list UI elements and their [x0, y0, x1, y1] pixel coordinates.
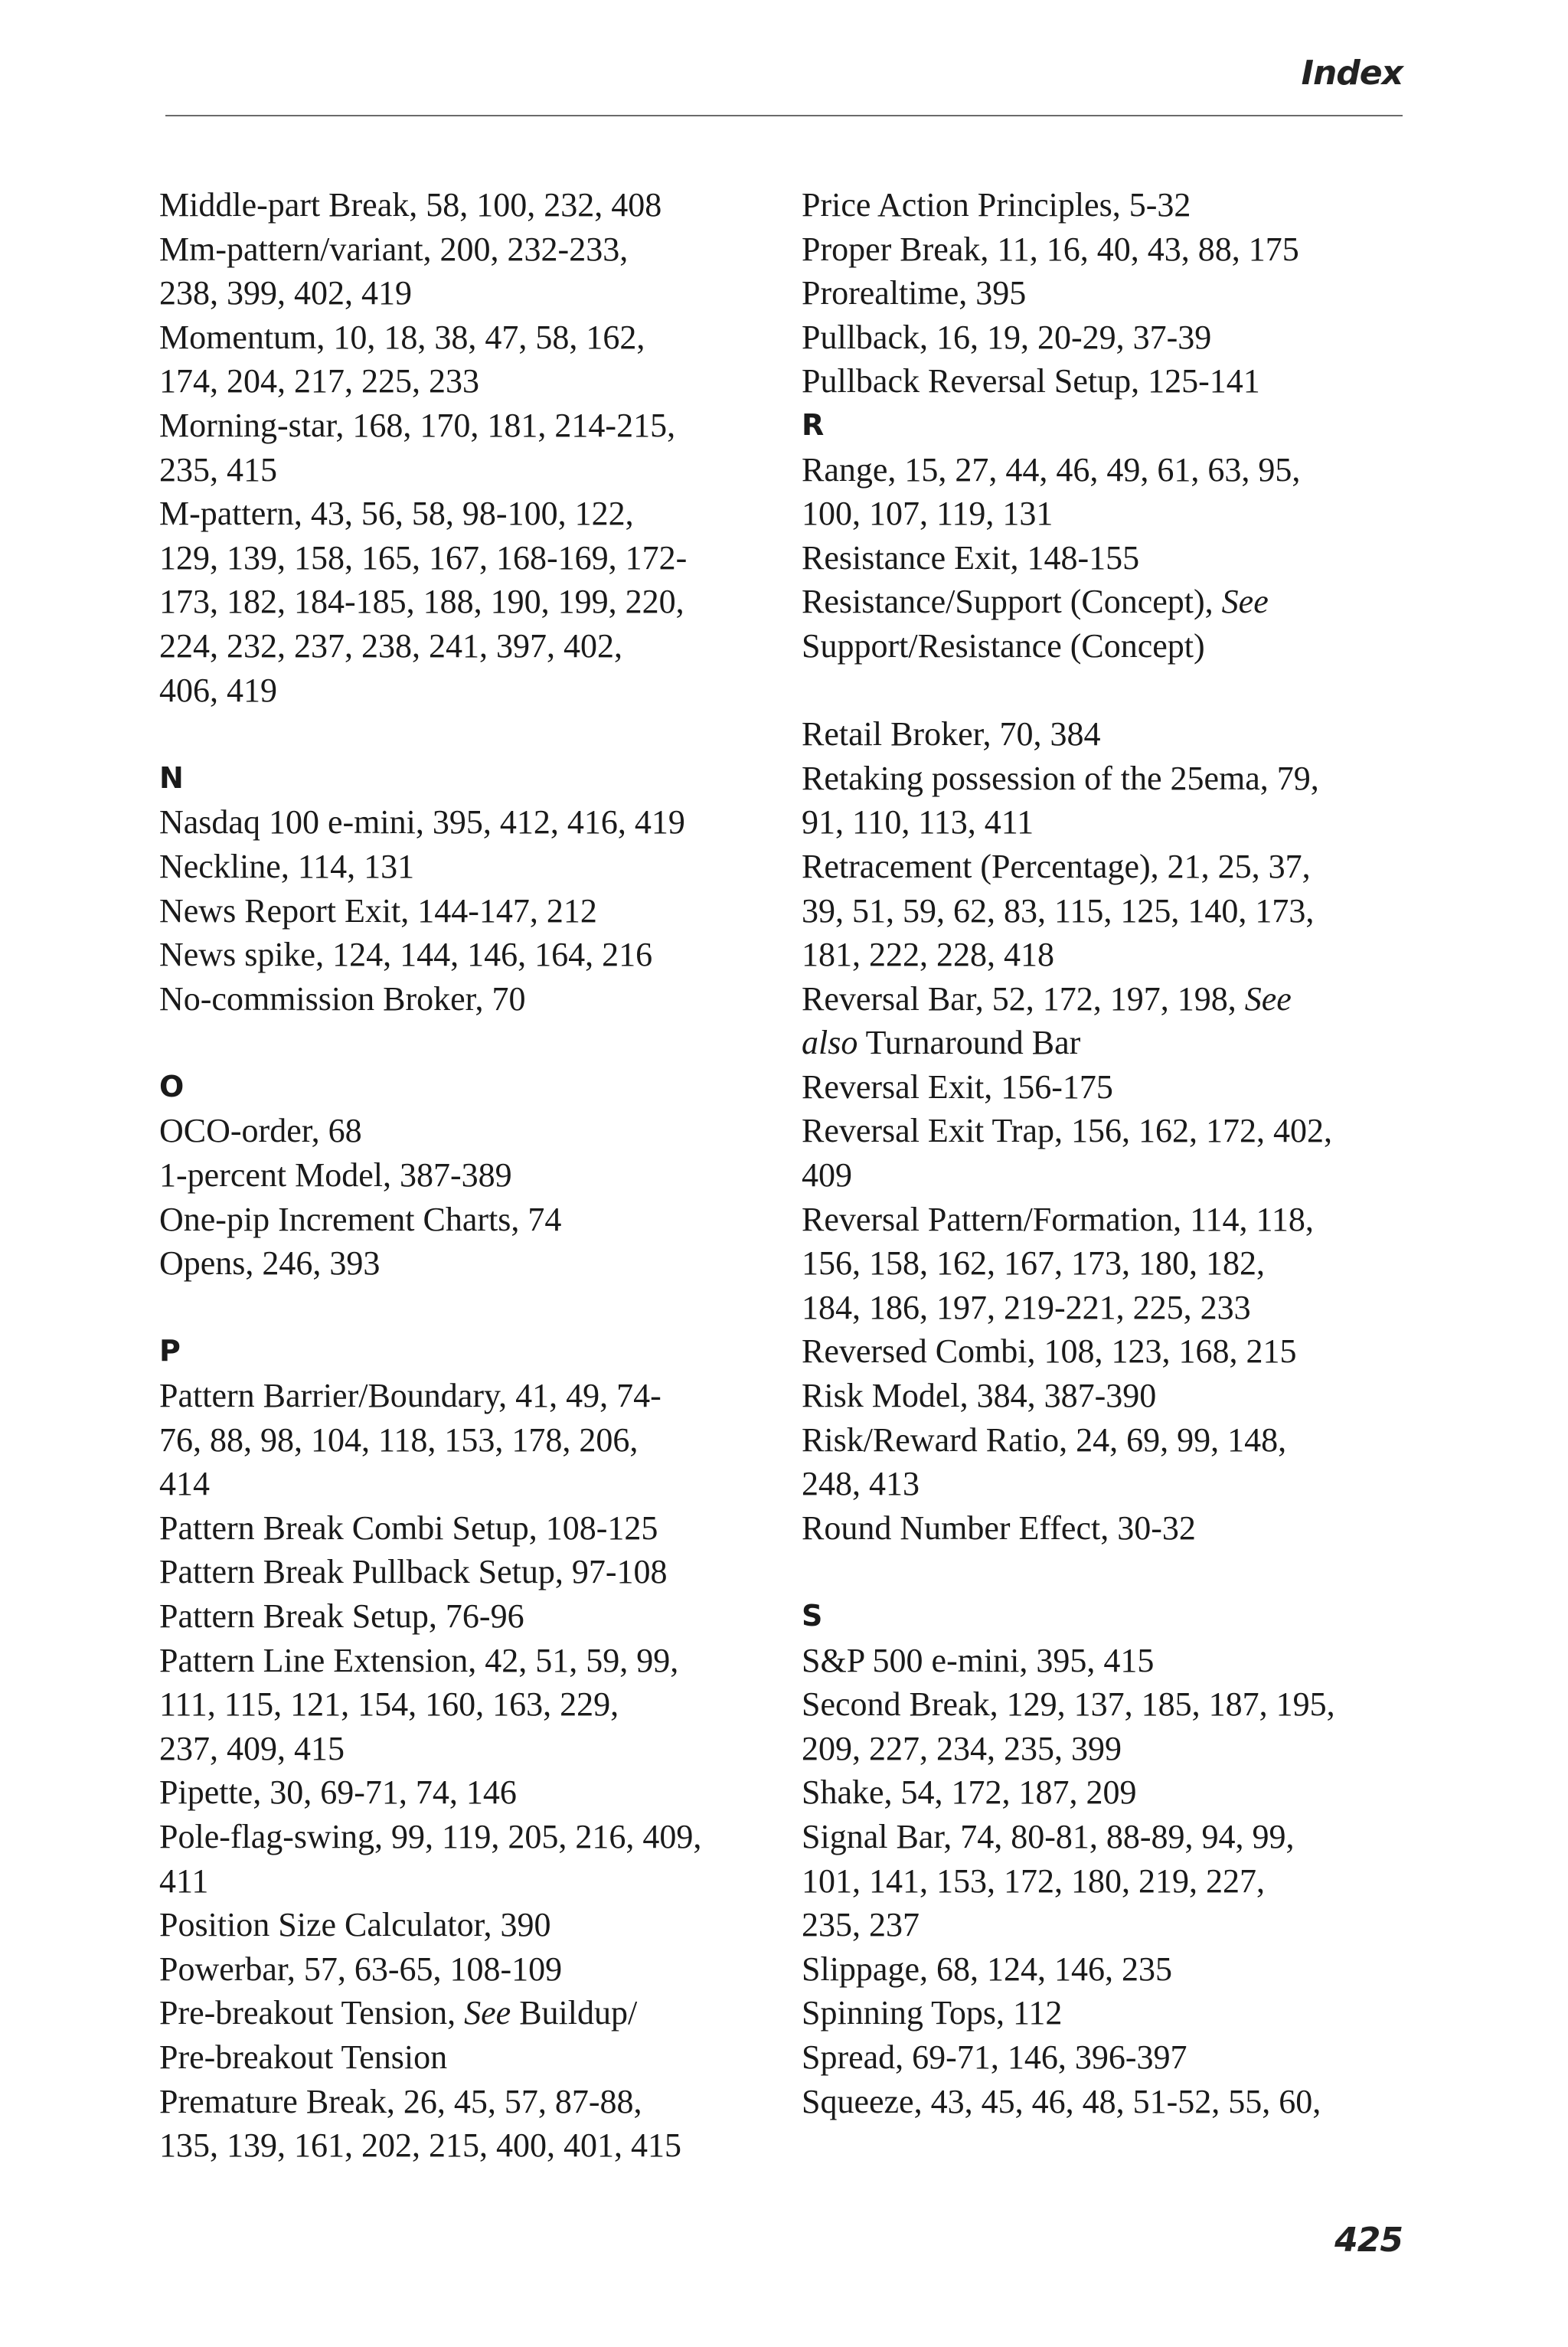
index-entry-line: Squeeze, 43, 45, 46, 48, 51-52, 55, 60, — [802, 2082, 1321, 2120]
section-gap — [159, 1286, 818, 1330]
section-letter: S — [802, 1599, 823, 1633]
running-head: Index — [1301, 54, 1403, 93]
cross-reference-term: See — [1244, 979, 1292, 1018]
index-entry-line: 1-percent Model, 387-389 — [159, 1156, 512, 1195]
index-entry-line: 39, 51, 59, 62, 83, 115, 125, 140, 173, — [802, 891, 1315, 930]
index-entry-line: Pullback Reversal Setup, 125-141 — [802, 362, 1260, 400]
index-entry-line: M-pattern, 43, 56, 58, 98-100, 122, — [159, 495, 634, 533]
index-entry-line: 174, 204, 217, 225, 233 — [159, 362, 479, 400]
index-entry-line: Pattern Break Combi Setup, 108-125 — [159, 1509, 658, 1547]
index-entry-line: 224, 232, 237, 238, 241, 397, 402, — [159, 626, 622, 665]
index-entry-line: 409 — [802, 1156, 852, 1195]
index-entry-line: 181, 222, 228, 418 — [802, 936, 1054, 974]
section-letter: P — [159, 1334, 181, 1368]
index-entry-line: Momentum, 10, 18, 38, 47, 58, 162, — [159, 318, 645, 356]
index-entry-line: Shake, 54, 172, 187, 209 — [802, 1773, 1137, 1812]
index-entry-line: 238, 399, 402, 419 — [159, 274, 412, 312]
index-entry-line: Reversal Exit, 156-175 — [802, 1067, 1113, 1106]
index-entry-line: Risk/Reward Ratio, 24, 69, 99, 148, — [802, 1420, 1287, 1459]
section-gap — [159, 1021, 818, 1065]
index-entry-line: 91, 110, 113, 411 — [802, 803, 1034, 842]
index-entry-line: Pole-flag-swing, 99, 119, 205, 216, 409, — [159, 1817, 702, 1855]
index-entry-line: 414 — [159, 1465, 210, 1503]
index-entry-line: Pipette, 30, 69-71, 74, 146 — [159, 1773, 517, 1812]
index-entry-line: Mm-pattern/variant, 200, 232-233, — [159, 230, 629, 268]
section-gap — [802, 1550, 1460, 1594]
index-entry-line: 135, 139, 161, 202, 215, 400, 401, 415 — [159, 2126, 681, 2165]
section-gap — [802, 668, 1460, 713]
index-entry-line: 406, 419 — [159, 671, 277, 709]
index-entry-line: Signal Bar, 74, 80-81, 88-89, 94, 99, — [802, 1817, 1295, 1855]
section-gap — [159, 712, 818, 757]
index-entry-line: Second Break, 129, 137, 185, 187, 195, — [802, 1685, 1335, 1724]
index-entry-line: No-commission Broker, 70 — [159, 979, 526, 1018]
index-entry-text: Reversal Bar, 52, 172, 197, 198, — [802, 979, 1245, 1018]
cross-reference-term: also — [802, 1024, 858, 1062]
index-entry-line: Morning-star, 168, 170, 181, 214-215, — [159, 406, 676, 444]
index-entry-line: 184, 186, 197, 219-221, 225, 233 — [802, 1288, 1251, 1326]
index-entry-line: Spread, 69-71, 146, 396-397 — [802, 2038, 1187, 2076]
index-entry-line: Retail Broker, 70, 384 — [802, 715, 1101, 753]
header-rule — [165, 115, 1403, 116]
index-entry-line: 173, 182, 184-185, 188, 190, 199, 220, — [159, 583, 684, 621]
index-entry-line: 129, 139, 158, 165, 167, 168-169, 172- — [159, 538, 688, 577]
index-entry-line: Premature Break, 26, 45, 57, 87-88, — [159, 2082, 642, 2120]
index-entry-line: Neckline, 114, 131 — [159, 847, 415, 885]
index-entry-line: Pattern Break Pullback Setup, 97-108 — [159, 1553, 668, 1591]
index-entry-line — [802, 580, 1460, 624]
index-entry-line: Resistance Exit, 148-155 — [802, 538, 1140, 577]
index-entry-line: Slippage, 68, 124, 146, 235 — [802, 1950, 1172, 1988]
index-entry-line: 100, 107, 119, 131 — [802, 495, 1054, 533]
index-entry-line: One-pip Increment Charts, 74 — [159, 1200, 562, 1238]
section-letter: O — [159, 1069, 185, 1103]
index-entry-line: Reversal Pattern/Formation, 114, 118, — [802, 1200, 1314, 1238]
index-entry-line: Proper Break, 11, 16, 40, 43, 88, 175 — [802, 230, 1299, 268]
index-entry-text: Resistance/Support (Concept), — [802, 583, 1222, 621]
index-entry-line: 235, 237 — [802, 1906, 920, 1944]
index-entry-line: Prorealtime, 395 — [802, 274, 1027, 312]
index-entry-line: Support/Resistance (Concept) — [802, 626, 1205, 665]
index-entry-line — [802, 1021, 1460, 1065]
index-entry-line: 209, 227, 234, 235, 399 — [802, 1729, 1122, 1767]
index-entry-line: Reversed Combi, 108, 123, 168, 215 — [802, 1332, 1297, 1371]
index-entry-line — [159, 1991, 818, 2035]
cross-reference-term: See — [1221, 583, 1269, 621]
index-entry-line: Nasdaq 100 e-mini, 395, 412, 416, 419 — [159, 803, 685, 842]
index-entry-line: Pre-breakout Tension — [159, 2038, 448, 2076]
index-entry-line: Pattern Break Setup, 76-96 — [159, 1597, 524, 1635]
index-column-right — [802, 183, 1460, 2123]
index-entry-line: 235, 415 — [159, 450, 277, 489]
index-entry-line: Retaking possession of the 25ema, 79, — [802, 759, 1319, 797]
index-entry-line: Round Number Effect, 30-32 — [802, 1509, 1196, 1547]
index-entry-line: Spinning Tops, 112 — [802, 1994, 1063, 2032]
index-entry-line: News spike, 124, 144, 146, 164, 216 — [159, 936, 653, 974]
index-entry-line: 156, 158, 162, 167, 173, 180, 182, — [802, 1244, 1265, 1283]
index-entry-line — [802, 977, 1460, 1022]
cross-reference-term: See — [464, 1994, 511, 2032]
index-entry-text: Pre-breakout Tension, — [159, 1994, 465, 2032]
index-entry-line: 76, 88, 98, 104, 118, 153, 178, 206, — [159, 1420, 639, 1459]
index-entry-line: News Report Exit, 144-147, 212 — [159, 891, 597, 930]
index-entry-line: Reversal Exit Trap, 156, 162, 172, 402, — [802, 1112, 1332, 1150]
index-entry-text: Turnaround Bar — [858, 1024, 1081, 1062]
page-number: 425 — [1334, 2221, 1403, 2260]
index-column-left — [159, 183, 818, 2168]
index-entry-line: 248, 413 — [802, 1465, 920, 1503]
index-entry-line: Risk Model, 384, 387-390 — [802, 1377, 1157, 1415]
index-entry-line: 411 — [159, 1862, 209, 1900]
section-letter: R — [802, 407, 825, 442]
index-entry-line: Powerbar, 57, 63-65, 108-109 — [159, 1950, 563, 1988]
index-entry-line: Pullback, 16, 19, 20-29, 37-39 — [802, 318, 1212, 356]
index-entry-line: Position Size Calculator, 390 — [159, 1906, 551, 1944]
index-entry-line: Opens, 246, 393 — [159, 1244, 381, 1283]
index-entry-line: Pattern Barrier/Boundary, 41, 49, 74- — [159, 1377, 662, 1415]
index-entry-line: 101, 141, 153, 172, 180, 219, 227, — [802, 1862, 1265, 1900]
section-letter: N — [159, 760, 184, 795]
index-entry-line: Price Action Principles, 5-32 — [802, 186, 1191, 224]
index-entry-line: Retracement (Percentage), 21, 25, 37, — [802, 847, 1311, 885]
index-entry-line: OCO-order, 68 — [159, 1112, 362, 1150]
index-entry-line: Middle-part Break, 58, 100, 232, 408 — [159, 186, 662, 224]
index-entry-line: Pattern Line Extension, 42, 51, 59, 99, — [159, 1641, 679, 1679]
index-entry-line: S&P 500 e-mini, 395, 415 — [802, 1641, 1155, 1679]
index-entry-line: 237, 409, 415 — [159, 1729, 345, 1767]
index-entry-text: Buildup/ — [511, 1994, 638, 2032]
index-entry-line: 111, 115, 121, 154, 160, 163, 229, — [159, 1685, 619, 1724]
index-entry-line: Range, 15, 27, 44, 46, 49, 61, 63, 95, — [802, 450, 1301, 489]
